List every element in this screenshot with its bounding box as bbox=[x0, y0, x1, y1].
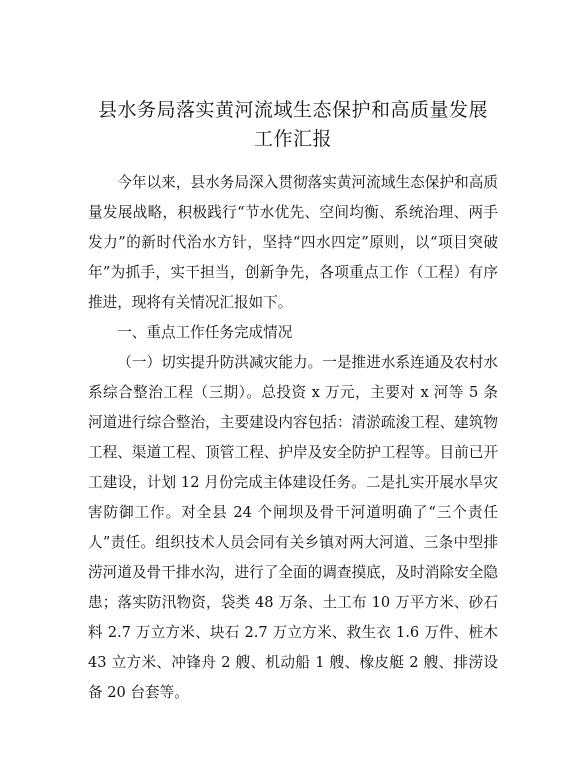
section-heading-1: 一、重点工作任务完成情况 bbox=[117, 324, 293, 341]
section-1-paragraph-1: （一）切实提升防洪减灾能力。一是推进水系连通及农村水系综合整治工程（三期）。总投资 x 万元，主要对 x 河等 5 条河道进行综合整治，主要建设内容包括：清淤疏浚工程、建筑物工程、渠道工程、顶管工程、护岸及安全防护工程等。目前已开工建设，计划 12 月份完成主体建设任务。二是扎实开展水旱灾害防御工作。对全县 24 个闸坝及骨干河道明确了“三个责任人”责任。组织技术人员会同有关乡镇对两大河道、三条中型排涝河道及骨干排水沟，进行了全面的调查摸底，及时消除安全隐患；落实防汛物资，袋类 48 万条、土工布 10 万平方米、砂石料 2.7 万立方米、块石 2.7 万立方米、救生衣 1.6 万件、桩木 43 立方米、冲锋舟 2 艘、机动船 1 艘、橡皮艇 2 艘、排涝设备 20 台套等。 bbox=[88, 354, 498, 701]
title-line-1: 县水务局落实黄河流域生态保护和高质量发展 bbox=[97, 99, 488, 121]
document-title bbox=[88, 96, 498, 154]
title-line-2: 工作汇报 bbox=[253, 128, 332, 150]
intro-paragraph: 今年以来，县水务局深入贯彻落实黄河流域生态保护和高质量发展战略，积极践行“节水优先、空间均衡、系统治理、两手发力”的新时代治水方针，坚持“四水四定”原则，以“项目突破年”为抓手，实干担当，创新争先，各项重点工作（工程）有序推进，现将有关情况汇报如下。 bbox=[88, 174, 498, 311]
